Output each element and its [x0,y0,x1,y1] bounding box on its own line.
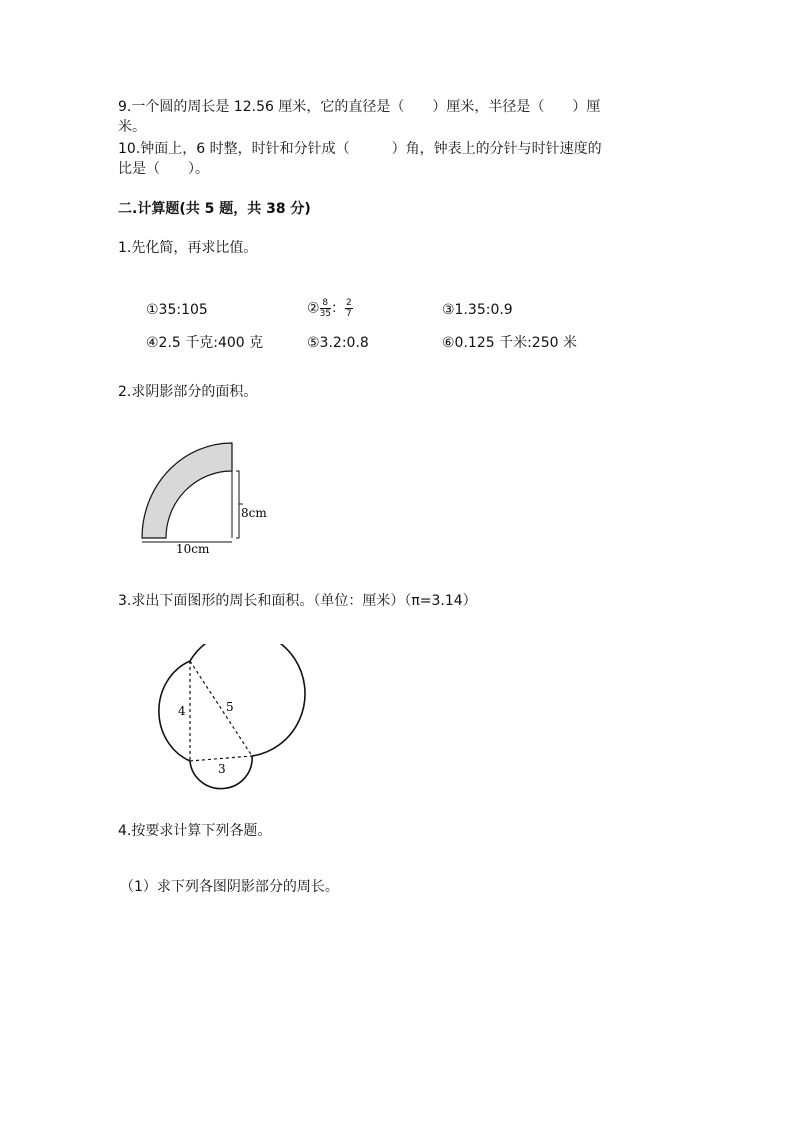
label-side-3: 3 [218,762,226,776]
fraction-2-7: $\frac{2}{7}$ [346,298,352,319]
question-10-line2: 比是（ ）。 [118,161,209,177]
ratio-item-2: ② $\frac{8}{35}$ ： $\frac{2}{7}$ [307,298,352,319]
section-heading: 二.计算题(共 5 题，共 38 分) [118,201,311,217]
question-9-line1: 9.一个圆的周长是 12.56 厘米，它的直径是（ ）厘米，半径是（ ）厘 [118,99,601,115]
height-label: 8cm [241,506,267,520]
triangle-side-5 [190,661,252,756]
three-semicircle-triangle-figure [128,644,308,796]
right-circle-arc [190,644,305,756]
problem-2-title: 2.求阴影部分的面积。 [118,384,258,400]
question-9-line2: 米。 [118,119,146,135]
ratio-item-1: ①35:105 [146,302,208,318]
shaded-quarter-ring-figure [120,430,290,560]
shaded-ring-region [142,443,232,538]
question-10-line1: 10.钟面上，6 时整，时针和分针成（ ）角，钟表上的分针与时针速度的 [118,141,602,157]
label-side-5: 5 [226,700,234,714]
ratio-item-3: ③1.35:0.9 [442,302,513,318]
ratio-item-5: ⑤3.2:0.8 [307,335,369,351]
ratio-item-4: ④2.5 千克:400 克 [146,335,264,351]
problem-1-title: 1.先化简，再求比值。 [118,240,258,256]
fraction-8-35: $\frac{8}{35}$ [319,298,332,319]
width-label: 10cm [176,542,210,556]
problem-4-title: 4.按要求计算下列各题。 [118,823,272,839]
height-brace [236,471,243,538]
problem-3-title: 3.求出下面图形的周长和面积。（单位：厘米）（π=3.14） [118,593,477,609]
ratio-item-6: ⑥0.125 千米:250 米 [442,335,577,351]
label-side-4: 4 [178,704,186,718]
problem-4-sub1: （1）求下列各图阴影部分的周长。 [120,879,339,895]
triangle-side-3 [190,756,252,761]
